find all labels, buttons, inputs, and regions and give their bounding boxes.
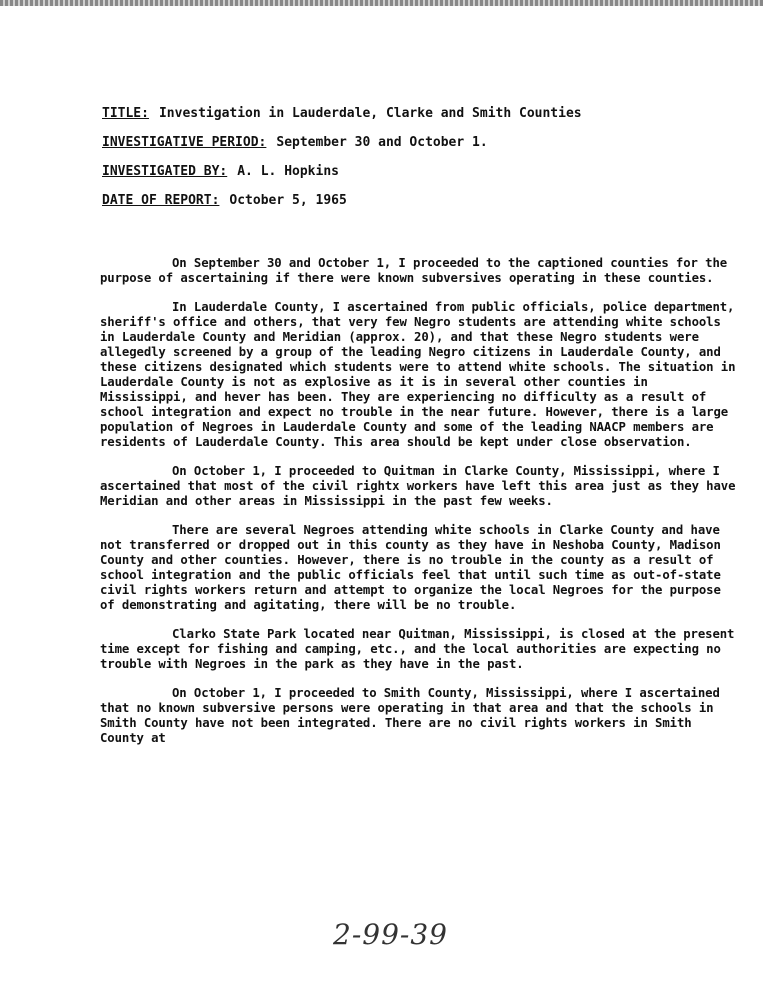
investigated-by-label: INVESTIGATED BY: (102, 164, 228, 179)
investigative-period-value: September 30 and October 1. (276, 135, 488, 150)
investigated-by-line (102, 164, 742, 180)
title-value: Investigation in Lauderdale, Clarke and Smith Counties (158, 106, 582, 121)
handwritten-page-number: 2-99-39 (333, 918, 448, 951)
paragraph-intro: On September 30 and October 1, I proceeded to the captioned counties for the purpose of ascertaining if there were known subversives operating in these counties. (100, 256, 728, 285)
investigative-period-label: INVESTIGATIVE PERIOD: (102, 135, 267, 150)
paragraph-lauderdale: In Lauderdale County, I ascertained from public officials, police department, sheriff's office and others, that very few Negro students are attending white schools in Lauderdale County and Meridian (approx. 20), and that these Negro students were allegedly screened by a group of the leading Negro citizens in Lauderdale County, and these citizens designated which students were to attend white schools. The situation in Lauderdale County is not as explosive as it is in several other counties in Mississippi, and hever has been. They are experiencing no difficulty as a result of school integration and expect no trouble in the near future. However, there is a large population of Negroes in Lauderdale County and some of the leading NAACP members are residents of Lauderdale County. This area should be kept under close observation. (100, 300, 736, 449)
investigated-by-value: A. L. Hopkins (237, 164, 339, 179)
paragraph-smith-county: On October 1, I proceeded to Smith County, Mississippi, where I ascertained that no known subversive persons were operating in that area and that the schools in Smith County have not been integrated. There are no civil rights workers in Smith County at (100, 686, 720, 745)
scan-top-edge (0, 0, 763, 6)
date-of-report-value: October 5, 1965 (229, 193, 347, 208)
investigative-period-line (102, 135, 742, 151)
date-of-report-label: DATE OF REPORT: (102, 193, 220, 208)
report-body (100, 256, 740, 760)
paragraph-clarke-schools: There are several Negroes attending white schools in Clarke County and have not transferred or dropped out in this county as they have in Neshoba County, Madison County and other counties. However, there is no trouble in the county as a result of school integration and the public officials feel that until such time as out-of-state civil rights workers return and attempt to organize the local Negroes for the purpose of demonstrating and agitating, there will be no trouble. (100, 523, 721, 612)
paragraph-quitman: On October 1, I proceeded to Quitman in Clarke County, Mississippi, where I ascertained that most of the civil rightx workers have left this area just as they have Meridian and other areas in Mississippi in the past few weeks. (100, 464, 736, 508)
date-of-report-line (102, 193, 742, 209)
title-label: TITLE: (102, 106, 149, 121)
paragraph-clarko-park: Clarko State Park located near Quitman, Mississippi, is closed at the present time except for fishing and camping, etc., and the local authorities are expecting no trouble with Negroes in the park as they have in the past. (100, 627, 735, 671)
report-header (102, 106, 742, 222)
title-line (102, 106, 742, 122)
